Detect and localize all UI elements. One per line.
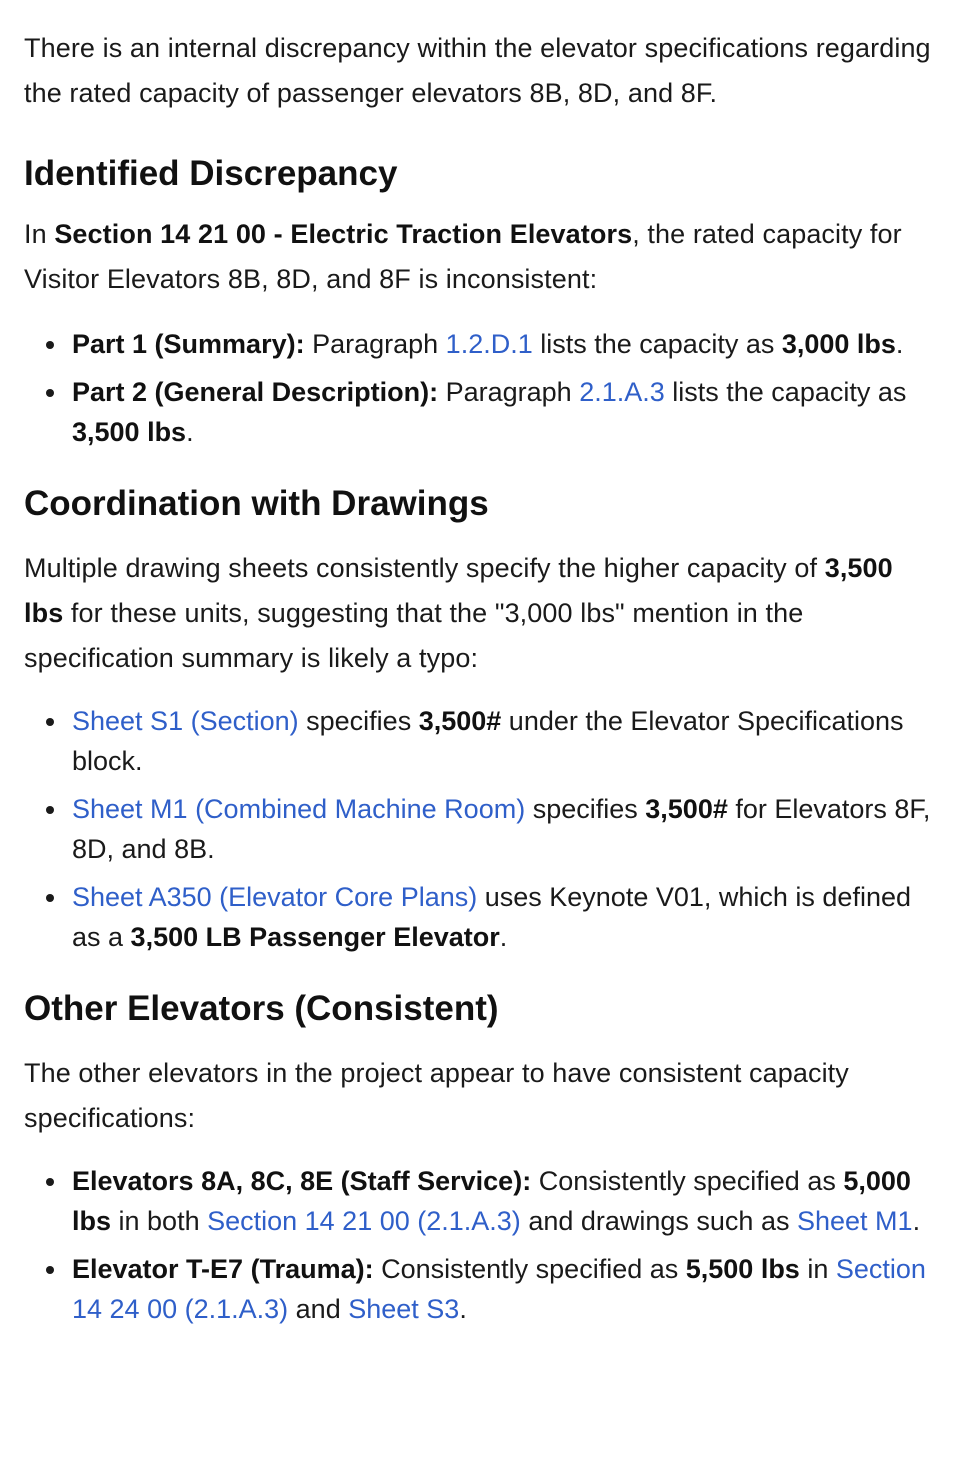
capacity-value: 3,000 lbs xyxy=(781,329,896,359)
text: In xyxy=(24,219,55,249)
item-label: Part 1 (Summary): xyxy=(72,329,305,359)
sheet-s3-link[interactable]: Sheet S3 xyxy=(348,1294,460,1324)
text: for Elevators 8F, 8D, and 8B. xyxy=(72,794,931,864)
list-item xyxy=(24,877,932,957)
text: specifies xyxy=(298,706,419,736)
text: lists the capacity as xyxy=(532,329,782,359)
section-14-21-00-link[interactable]: Section 14 21 00 (2.1.A.3) xyxy=(207,1206,521,1236)
heading-coordination-with-drawings: Coordination with Drawings xyxy=(24,484,489,523)
text: specifies xyxy=(525,794,646,824)
sheet-m1-link[interactable]: Sheet M1 (Combined Machine Room) xyxy=(72,794,526,824)
text: Paragraph xyxy=(438,377,580,407)
discrepancy-paragraph xyxy=(24,212,932,302)
capacity-value: 5,500 lbs xyxy=(685,1254,800,1284)
section-14-24-00-link[interactable]: Section 14 24 00 (2.1.A.3) xyxy=(72,1254,926,1324)
text: . xyxy=(499,922,508,952)
discrepancy-list xyxy=(24,324,932,452)
paragraph-link-1-2-d-1[interactable]: 1.2.D.1 xyxy=(445,329,533,359)
text: . xyxy=(459,1294,467,1324)
text: . xyxy=(895,329,904,359)
text: Paragraph xyxy=(304,329,446,359)
list-item xyxy=(24,789,932,869)
text: , the rated capacity for Visitor Elevators 8B, 8D, and 8F is inconsistent: xyxy=(24,219,902,294)
text: Consistently specified as xyxy=(531,1166,844,1196)
text: Consistently specified as xyxy=(373,1254,686,1284)
list-item xyxy=(24,701,932,781)
text: under the Elevator Specifications block. xyxy=(72,706,904,776)
item-label: Elevator T-E7 (Trauma): xyxy=(72,1254,374,1284)
other-elevators-list xyxy=(24,1161,932,1329)
intro-paragraph: There is an internal discrepancy within the elevator specifications regarding the rated capacity of passenger elevators 8B, 8D, and 8F. xyxy=(24,33,931,108)
capacity-value: 3,500 lbs xyxy=(24,553,893,628)
text: . xyxy=(186,417,194,447)
list-item xyxy=(24,372,932,452)
text: and xyxy=(288,1294,349,1324)
text: for these units, suggesting that the "3,000 lbs" mention in the specification summary is likely a typo: xyxy=(24,598,804,673)
text: . xyxy=(912,1206,921,1236)
item-label: Part 2 (General Description): xyxy=(72,377,439,407)
capacity-value: 3,500 lbs xyxy=(72,417,187,447)
text: in both xyxy=(111,1206,208,1236)
heading-other-elevators: Other Elevators (Consistent) xyxy=(24,989,499,1028)
capacity-value: 3,500# xyxy=(418,706,502,736)
section-title: Section 14 21 00 - Electric Traction Elevators xyxy=(54,219,633,249)
text: and drawings such as xyxy=(520,1206,797,1236)
text: in xyxy=(799,1254,836,1284)
list-item xyxy=(24,324,932,364)
capacity-value: 3,500# xyxy=(645,794,728,824)
sheet-a350-link[interactable]: Sheet A350 (Elevator Core Plans) xyxy=(72,882,478,912)
sheet-s1-link[interactable]: Sheet S1 (Section) xyxy=(72,706,299,736)
paragraph-link-2-1-a-3[interactable]: 2.1.A.3 xyxy=(579,377,665,407)
drawings-list xyxy=(24,701,932,957)
sheet-m1-link[interactable]: Sheet M1 xyxy=(796,1206,913,1236)
capacity-value: 5,000 lbs xyxy=(72,1166,911,1236)
other-paragraph: The other elevators in the project appear to have consistent capacity specifications: xyxy=(24,1058,849,1133)
list-item xyxy=(24,1161,932,1241)
coordination-paragraph xyxy=(24,546,932,681)
text: uses Keynote V01, which is defined as a xyxy=(72,882,912,952)
heading-identified-discrepancy: Identified Discrepancy xyxy=(24,154,398,193)
item-label: Elevators 8A, 8C, 8E (Staff Service): xyxy=(72,1166,532,1196)
text: lists the capacity as xyxy=(664,377,907,407)
list-item xyxy=(24,1249,932,1329)
keynote-definition: 3,500 LB Passenger Elevator xyxy=(130,922,500,952)
text: Multiple drawing sheets consistently specify the higher capacity of xyxy=(24,553,825,583)
